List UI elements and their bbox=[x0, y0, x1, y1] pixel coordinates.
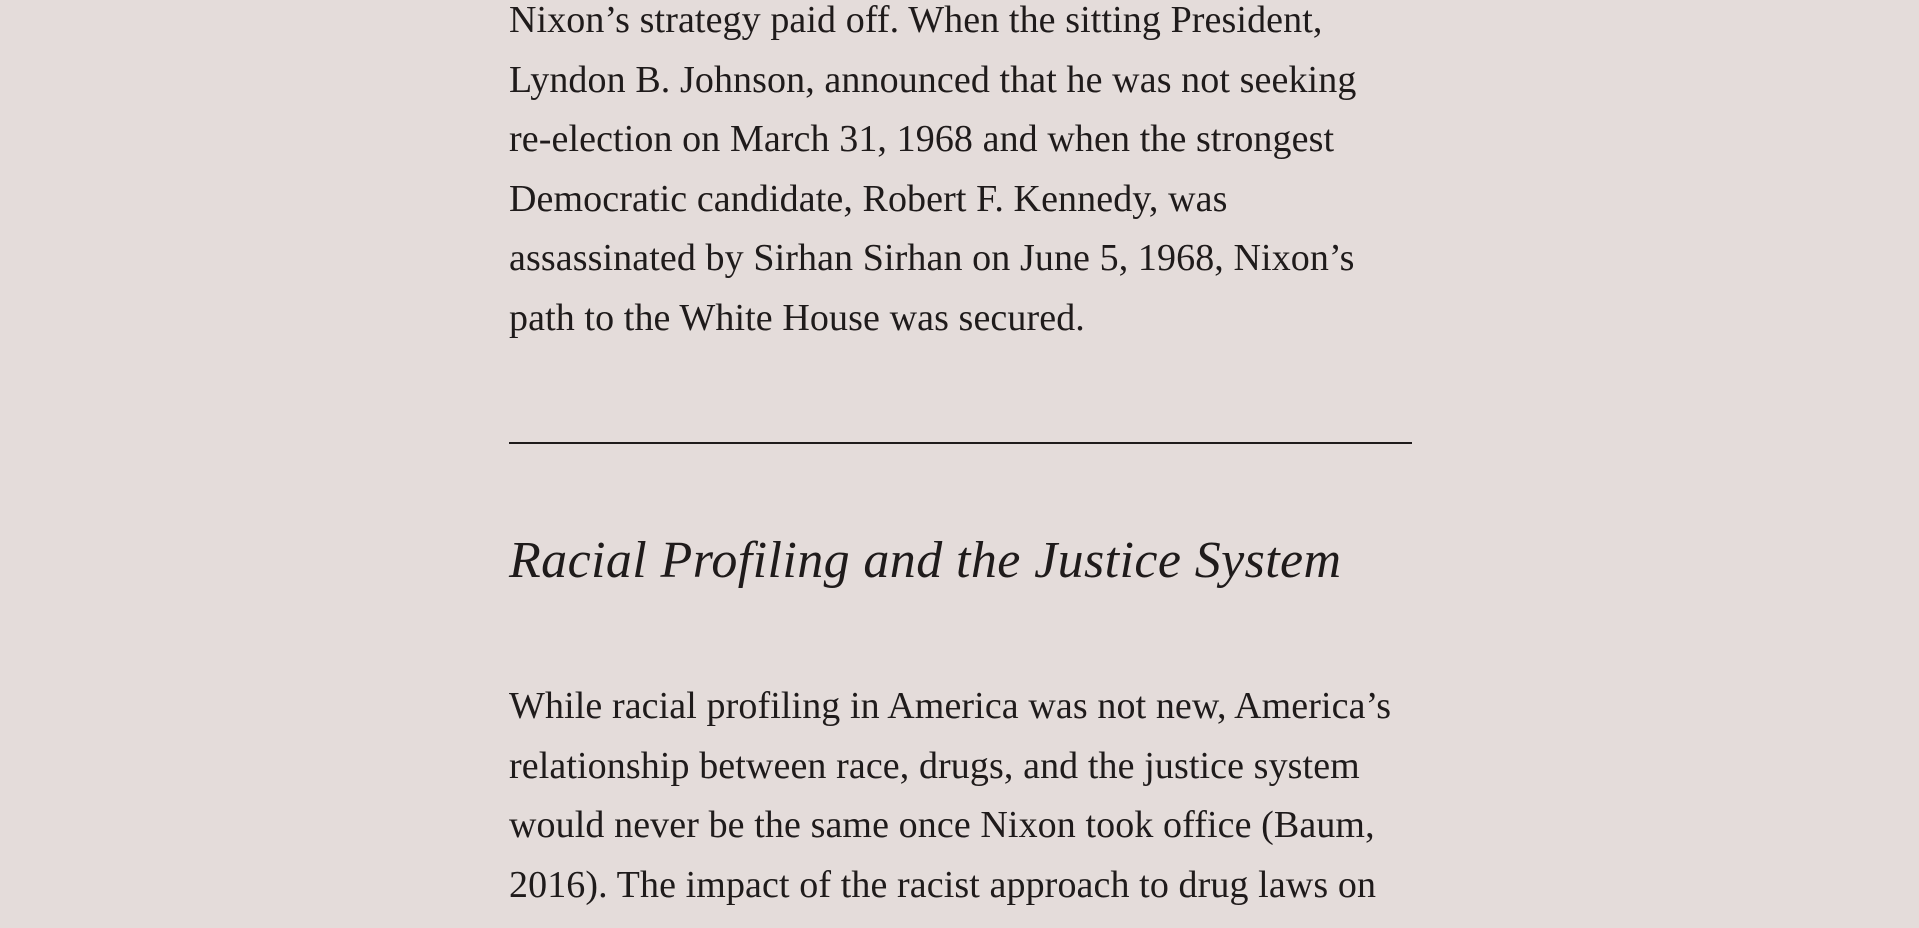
paragraph-line: Democratic candidate, Robert F. Kennedy, was bbox=[509, 177, 1228, 220]
paragraph-nixon-strategy bbox=[509, 0, 1356, 348]
section-divider bbox=[509, 442, 1412, 444]
paragraph-line: relationship between race, drugs, and the justice system bbox=[509, 744, 1360, 787]
paragraph-line: While racial profiling in America was not new, America’s bbox=[509, 685, 1392, 727]
paragraph-racial-profiling bbox=[509, 677, 1391, 915]
paragraph-line: would never be the same once Nixon took office (Baum, bbox=[509, 804, 1375, 846]
paragraph-line: 2016). The impact of the racist approach to drug laws on bbox=[509, 863, 1377, 906]
paragraph-line: assassinated by Sirhan Sirhan on June 5, 1968, Nixon’s bbox=[509, 237, 1355, 279]
paragraph-line: Nixon’s strategy paid off. When the sitting President, bbox=[509, 0, 1323, 41]
paragraph-line: Lyndon B. Johnson, announced that he was not seeking bbox=[509, 58, 1357, 101]
paragraph-line: path to the White House was secured. bbox=[509, 296, 1085, 339]
paragraph-line: re-election on March 31, 1968 and when the strongest bbox=[509, 118, 1335, 160]
section-heading: Racial Profiling and the Justice System bbox=[509, 532, 1342, 589]
